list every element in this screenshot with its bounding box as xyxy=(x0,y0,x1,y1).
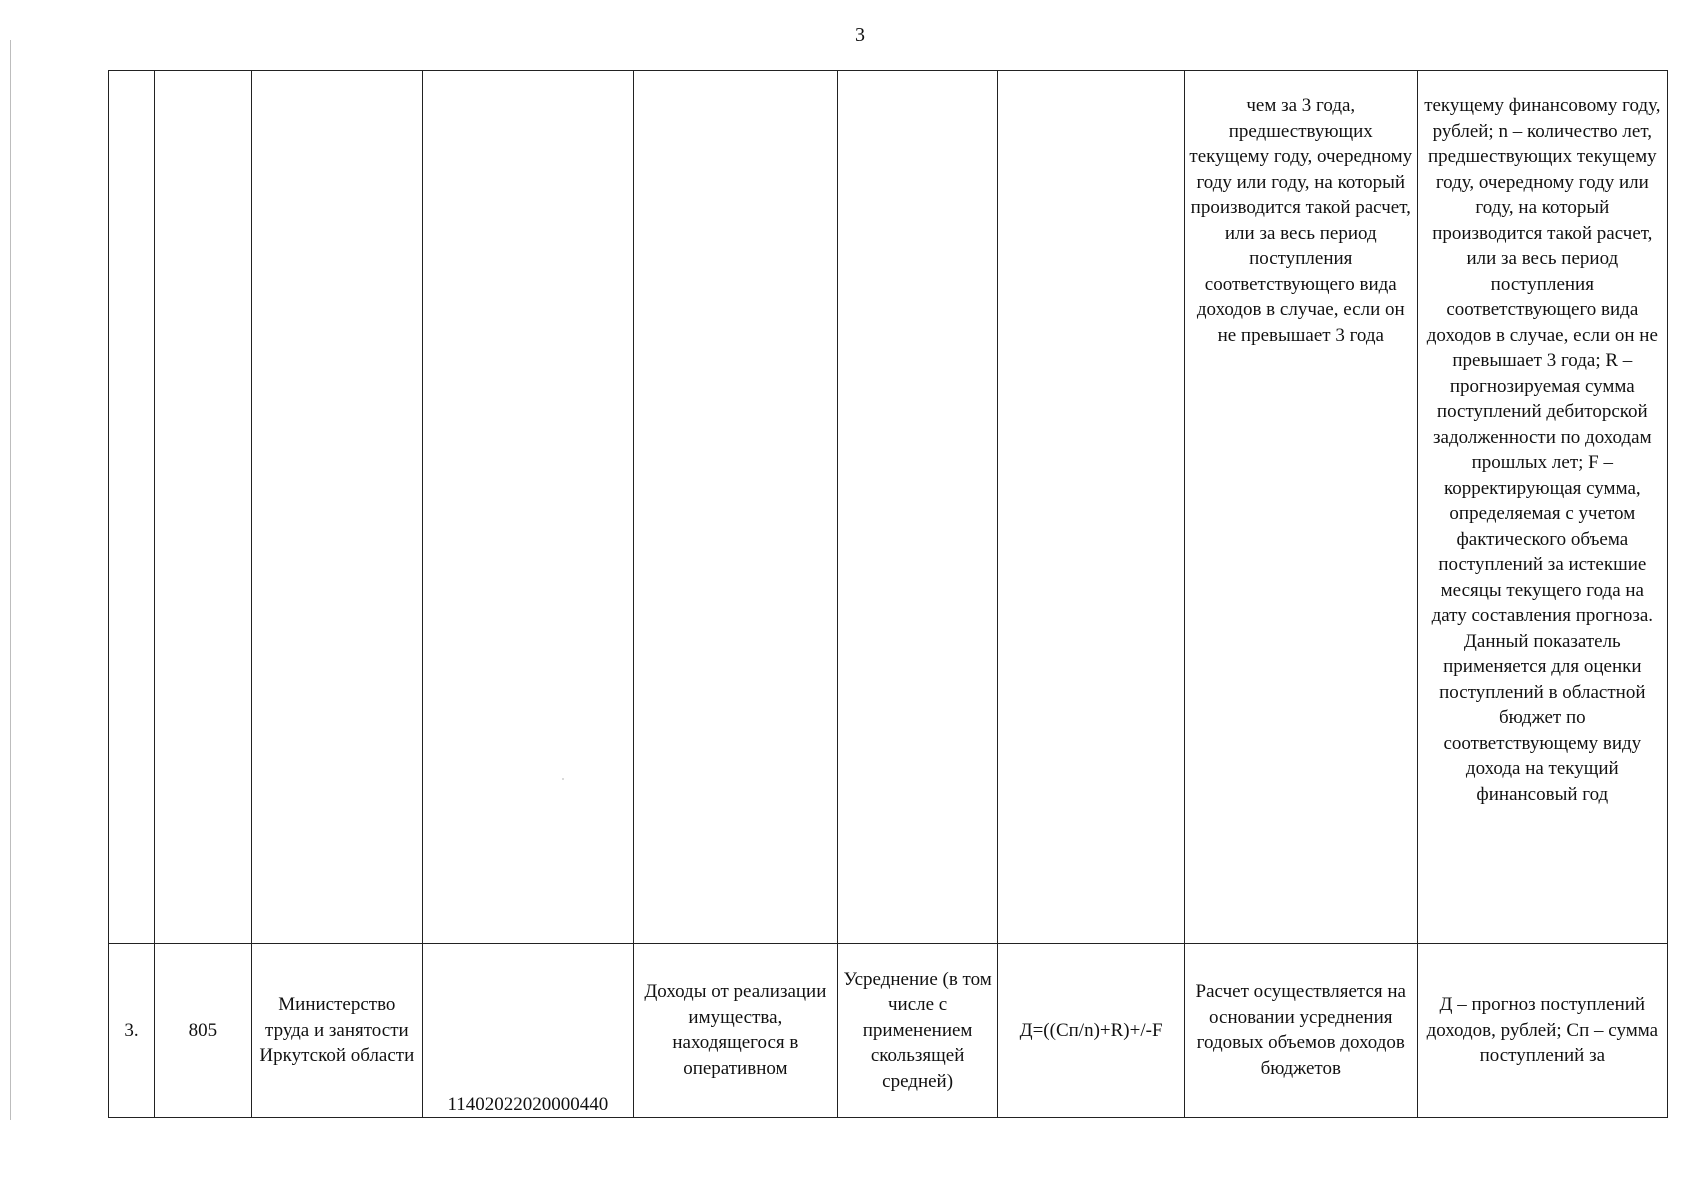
cell-admin-code-empty xyxy=(155,71,252,944)
cell-income-name: Доходы от реализации имущества, находящегося в оперативном xyxy=(633,943,837,1118)
cell-kbk-code: 11402022020000440 xyxy=(422,943,633,1118)
income-forecast-table xyxy=(108,70,1668,1118)
cell-admin-name: Министерство труда и занятости Иркутской области xyxy=(251,943,422,1118)
cell-kbk-empty xyxy=(422,71,633,944)
cell-formula-empty xyxy=(998,71,1185,944)
cell-income-name-empty xyxy=(633,71,837,944)
cell-admin-code: 805 xyxy=(155,943,252,1118)
cell-number-empty xyxy=(109,71,155,944)
cell-calculation-description: Расчет осуществляется на основании усреднения годовых объемов доходов бюджетов xyxy=(1184,943,1417,1118)
scan-edge-line xyxy=(10,40,11,1120)
page-number: 3 xyxy=(855,24,865,46)
cell-indicators: Д – прогноз поступлений доходов, рублей; Сп – сумма поступлений за xyxy=(1417,943,1667,1118)
scan-speck xyxy=(562,778,564,780)
cell-method-empty xyxy=(837,71,997,944)
cell-method: Усреднение (в том числе с применением скользящей средней) xyxy=(837,943,997,1118)
cell-calculation-description-tail: чем за 3 года, предшествующих текущему году, очередному году или году, на который производится такой расчет, или за весь период поступления соответствующего вида доходов в случае, если он не превышает 3 года xyxy=(1184,71,1417,944)
cell-admin-name-empty xyxy=(251,71,422,944)
cell-row-number: 3. xyxy=(109,943,155,1118)
table-row xyxy=(109,943,1668,1118)
cell-indicators-tail: текущему финансовому году, рублей; n – количество лет, предшествующих текущему году, очередному году или году, на который производится такой расчет, или за весь период поступления соответствующего вида доходов в случае, если он не превышает 3 года; R – прогнозируемая сумма поступлений дебиторской задолженности по доходам прошлых лет; F – корректирующая сумма, определяемая с учетом фактического объема поступлений за истекшие месяцы текущего года на дату составления прогноза. Данный показатель применяется для оценки поступлений в областной бюджет по соответствующему виду дохода на текущий финансовый год xyxy=(1417,71,1667,944)
cell-formula: Д=((Сп/n)+R)+/-F xyxy=(998,943,1185,1118)
table-row-continuation xyxy=(109,71,1668,944)
